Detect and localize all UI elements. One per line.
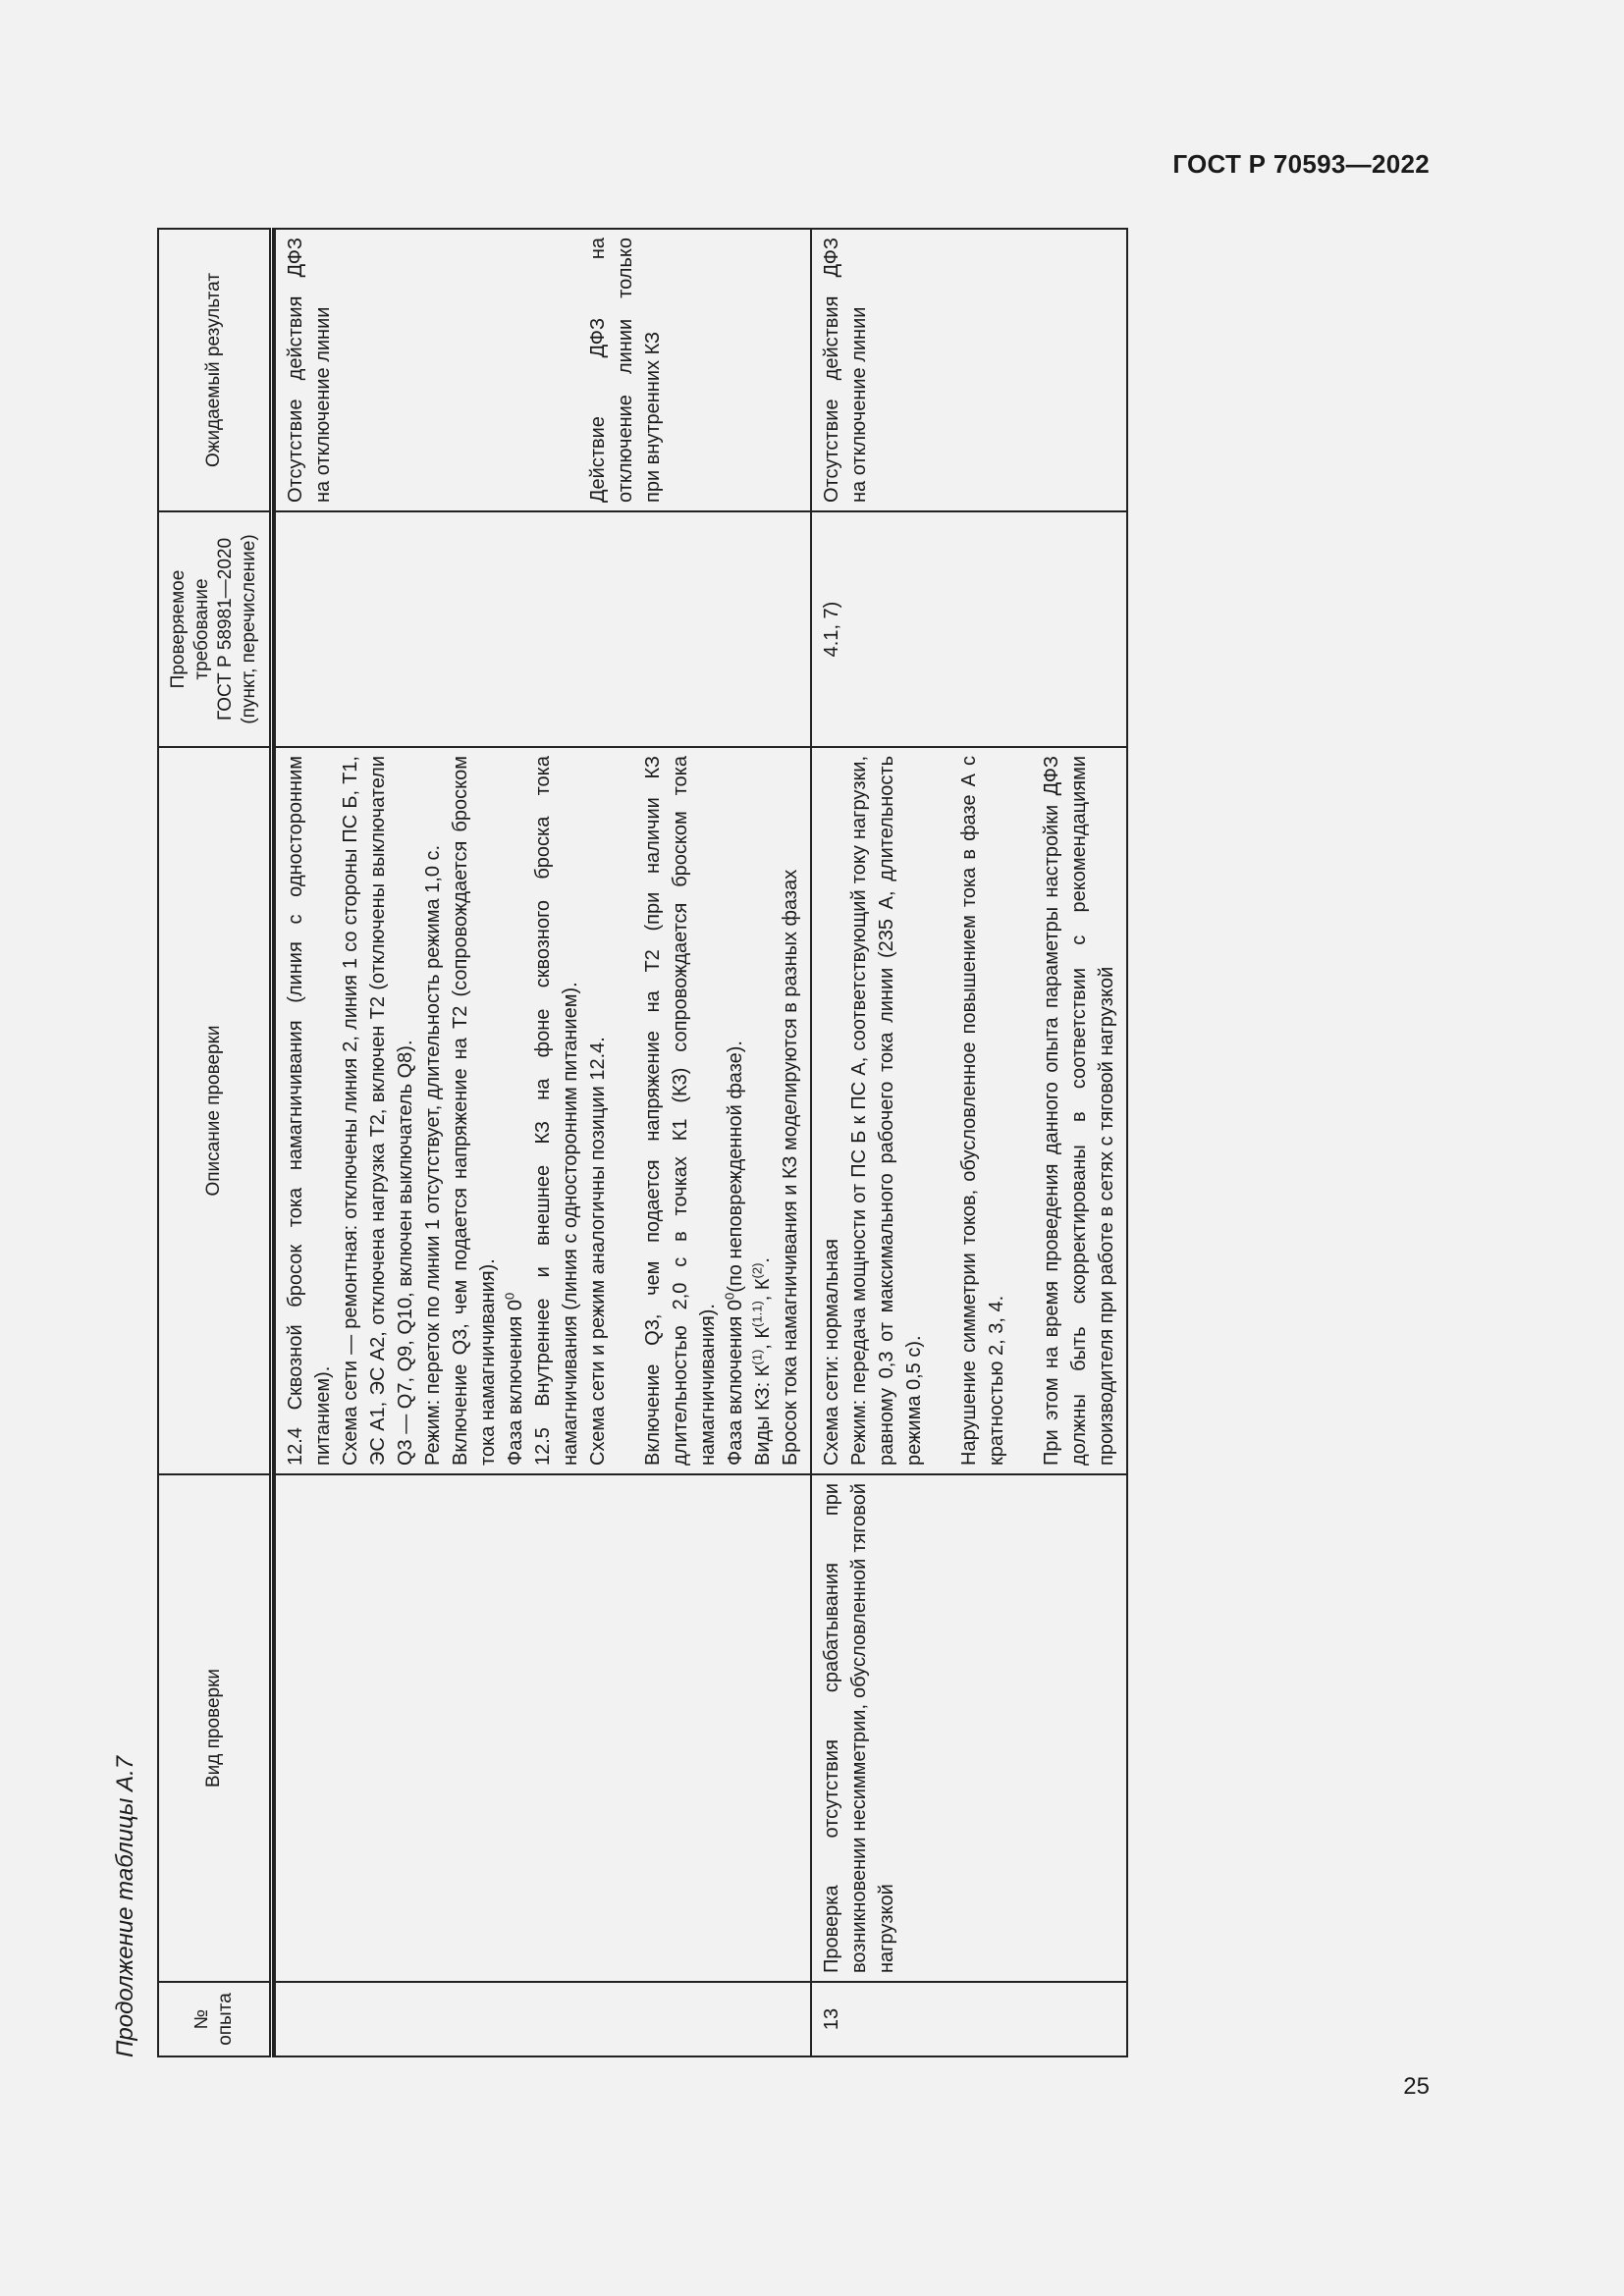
phase-tail: (по неповрежденной фазе). bbox=[725, 1041, 746, 1293]
desc-12-5-scheme: Схема сети и режим аналогичны позиции 12.4. bbox=[587, 1037, 609, 1466]
result-12-4: Отсутствие действия ДФЗ на отключение линии bbox=[285, 238, 334, 503]
table-header-row bbox=[158, 229, 272, 2056]
phase-text: Фаза включения 0 bbox=[725, 1299, 746, 1466]
desc-13-asymmetry: Нарушение симметрии токов, обусловленное повышением тока в фазе А с кратностью 2, 3, 4. bbox=[958, 756, 1007, 1466]
desc-12-4-title: 12.4 Сквозной бросок тока намагничивания (линия с односторонним питанием). bbox=[285, 756, 334, 1466]
phase-superscript: 0 bbox=[502, 1292, 517, 1300]
cell-requirement bbox=[275, 511, 811, 747]
header-test-description: Описание проверки bbox=[158, 747, 272, 1474]
cell-test-kind: Проверка отсутствия срабатывания при возникновении несимметрии, обусловленной тяговой нагрузкой bbox=[811, 1474, 1127, 1982]
table-caption: Продолжение таблицы А.7 bbox=[112, 1755, 138, 2057]
fault-type-2-sup: (1.1) bbox=[749, 1301, 765, 1327]
cell-test-number: 13 bbox=[811, 1982, 1127, 2056]
desc-12-5-title: 12.5 Внутреннее и внешнее КЗ на фоне сквозного броска тока намагничивания (линия с односторонним питанием). bbox=[532, 756, 581, 1466]
cell-test-kind bbox=[275, 1474, 811, 1982]
cell-expected-result: Отсутствие действия ДФЗ на отключение линии bbox=[811, 229, 1127, 511]
desc-13-scheme: Схема сети: нормальная bbox=[821, 1239, 842, 1466]
header-test-kind: Вид проверки bbox=[158, 1474, 272, 1982]
cell-test-description bbox=[811, 747, 1127, 1474]
page-number: 25 bbox=[1403, 2073, 1430, 2100]
desc-12-4-switch-on: Включение Q3, чем подается напряжение на Т2 (сопровождается броском тока намагничивания). bbox=[450, 756, 499, 1466]
desc-12-5-fault-types bbox=[749, 756, 777, 1466]
rotated-page-content bbox=[112, 230, 1271, 2057]
desc-12-4-mode: Режим: переток по линии 1 отсутствует, длительность режима 1,0 с. bbox=[422, 844, 444, 1466]
phase-text: Фаза включения 0 bbox=[505, 1299, 526, 1466]
desc-13-note: При этом на время проведения данного опыта параметры настройки ДФЗ должны быть скорректированы в соответствии с рекомендациями производителя при работе в сетях с тяговой нагрузкой bbox=[1041, 756, 1117, 1466]
fault-types-text: Виды КЗ: К bbox=[752, 1364, 774, 1466]
phase-superscript: 0 bbox=[722, 1292, 737, 1300]
fault-type-1-sup: (1) bbox=[749, 1349, 765, 1365]
desc-12-5-switch-on: Включение Q3, чем подается напряжение на Т2 (при наличии КЗ длительностью 2,0 с в точках К1 (К3) сопровождается броском тока намагничивания). bbox=[642, 756, 719, 1466]
desc-12-4-phase bbox=[502, 756, 529, 1466]
fault-types-sep: , К bbox=[752, 1278, 774, 1302]
header-expected-result: Ожидаемый результат bbox=[158, 229, 272, 511]
result-12-5: Действие ДФЗ на отключение линии только при внутренних КЗ bbox=[587, 238, 664, 503]
desc-12-5-phase bbox=[722, 756, 749, 1466]
test-table bbox=[157, 228, 1128, 2057]
fault-type-3-sup: (2) bbox=[749, 1262, 765, 1279]
header-test-number: № опыта bbox=[158, 1982, 272, 2056]
document-code: ГОСТ Р 70593—2022 bbox=[1172, 149, 1430, 179]
header-requirement bbox=[158, 511, 272, 747]
cell-test-description bbox=[275, 747, 811, 1474]
cell-requirement: 4.1, 7) bbox=[811, 511, 1127, 747]
cell-expected-result bbox=[275, 229, 811, 511]
header-requirement-line2: ГОСТ Р 58981—2020 bbox=[215, 537, 236, 721]
desc-12-4-scheme: Схема сети — ремонтная: отключены линия 2, линия 1 со стороны ПС Б, Т1, ЭС А1, ЭС А2, отключена нагрузка Т2, включен Т2 (отключены выключатели Q3 — Q7, Q9, Q10, включен выключатель Q8). bbox=[340, 756, 416, 1466]
landscape-layer bbox=[112, 230, 1271, 2057]
desc-13-mode: Режим: передача мощности от ПС Б к ПС А, соответствующий току нагрузки, равному 0,3 от максимального рабочего тока линии (235 А, длительность режима 0,5 с). bbox=[848, 756, 925, 1466]
table-row bbox=[275, 229, 811, 2056]
table-row bbox=[811, 229, 1127, 2056]
header-requirement-line3: (пункт, перечисление) bbox=[239, 534, 259, 724]
header-requirement-line1: Проверяемое требование bbox=[168, 569, 212, 689]
fault-types-sep: , К bbox=[752, 1326, 774, 1350]
desc-12-5-inrush: Бросок тока намагничивания и КЗ моделируются в разных фазах bbox=[780, 869, 801, 1466]
cell-test-number bbox=[275, 1982, 811, 2056]
fault-types-end: . bbox=[752, 1257, 774, 1263]
